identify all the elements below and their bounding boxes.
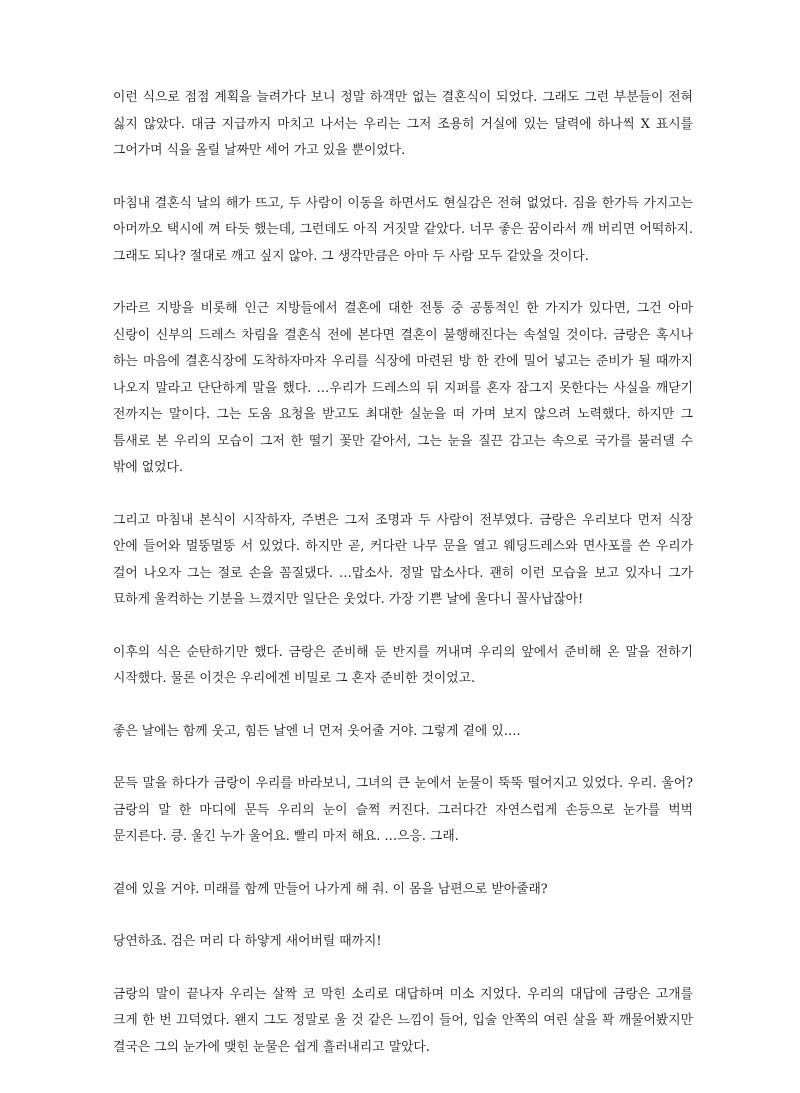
paragraph: 좋은 날에는 함께 웃고, 힘든 날엔 너 먼저 웃어줄 거야. 그렇게 곁에 있…. (113, 723, 521, 739)
paragraph: 문득 말을 하다가 금랑이 우리를 바라보니, 그녀의 큰 눈에서 눈물이 뚝뚝 떨어지고 있었다. 우리. 울어? 금랑의 말 한 마디에 문득 우리의 눈이 슬쩍 커진다. 그러다간 자연스럽게 손등으로 눈가를 벅벅 문지른다. 킁. 울긴 누가 울어요. 빨리 마저 해요. …으응. 그래. (113, 776, 693, 844)
paragraph: 마침내 결혼식 날의 해가 뜨고, 두 사람이 이동을 하면서도 현실감은 전혀 없었다. 짐을 한가득 가지고는 아머까오 택시에 껴 타듯 했는데, 그런데도 아직 거짓말 같았다. 너무 좋은 꿈이라서 깨 버리면 어떡하지. 그래도 되나? 절대로 깨고 싶지 않아. 그 생각만큼은 아마 두 사람 모두 같았을 것이다. (113, 195, 693, 264)
paragraph: 이후의 식은 순탄하기만 했다. 금랑은 준비해 둔 반지를 꺼내며 우리의 앞에서 준비해 온 말을 전하기 시작했다. 물론 이것은 우리에겐 비밀로 그 혼자 준비한 것이었고. (113, 644, 693, 686)
paragraph: 가라르 지방을 비롯해 인근 지방들에서 결혼에 대한 전통 중 공통적인 한 가지가 있다면, 그건 아마 신랑이 신부의 드레스 차림을 결혼식 전에 본다면 결혼이 불행해진다는 속설일 것이다. 금랑은 혹시나 하는 마음에 결혼식장에 도착하자마자 우리를 식장에 마련된 방 한 칸에 밀어 넣고는 준비가 될 때까지 나오지 말라고 단단하게 말을 했다. …우리가 드레스의 뒤 지퍼를 혼자 잠그지 못한다는 사실을 깨닫기 전까지는 말이다. 그는 도움 요청을 받고도 최대한 실눈을 떠 가며 보지 않으려 노력했다. 하지만 그 틈새로 본 우리의 모습이 그저 한 떨기 꽃만 같아서, 그는 눈을 질끈 감고는 속으로 국가를 불러댈 수 밖에 없었다. (113, 301, 693, 475)
paragraph: 당연하죠. 검은 머리 다 하얗게 새어버릴 때까지! (113, 934, 382, 949)
paragraph: 그리고 마침내 본식이 시작하자, 주변은 그저 조명과 두 사람이 전부였다. 금랑은 우리보다 먼저 식장 안에 들어와 멀뚱멀뚱 서 있었다. 하지만 곧, 커다란 나무 문을 열고 웨딩드레스와 면사포를 쓴 우리가 걸어 나오자 그는 절로 손을 꼼질댔다. …맙소사. 정말 맙소사다. 괜히 이런 모습을 보고 있자니 그가 묘하게 울컥하는 기분을 느꼈지만 일단은 웃었다. 가장 기쁜 날에 울다니 꼴사납잖아! (113, 512, 693, 607)
paragraph: 곁에 있을 거야. 미래를 함께 만들어 나가게 해 줘. 이 몸을 남편으로 받아줄래? (113, 881, 548, 897)
paragraph: 금랑의 말이 끝나자 우리는 살짝 코 막힌 소리로 대답하며 미소 지었다. 우리의 대답에 금랑은 고개를 크게 한 번 끄덕였다. 왠지 그도 정말로 울 것 같은 느낌이 들어, 입술 안쪽의 여린 살을 꽉 깨물어봤지만 결국은 그의 눈가에 맺힌 눈물은 쉽게 흘러내리고 말았다. (113, 986, 693, 1055)
document-page (113, 85, 693, 1061)
paragraph: 이런 식으로 점점 계획을 늘려가다 보니 정말 하객만 없는 결혼식이 되었다. 그래도 그런 부분들이 전혀 싫지 않았다. 대금 지급까지 마치고 나서는 우리는 그저 조용히 거실에 있는 달력에 하나씩 X 표시를 그어가며 식을 올릴 날짜만 세어 가고 있을 뿐이었다. (113, 90, 693, 158)
